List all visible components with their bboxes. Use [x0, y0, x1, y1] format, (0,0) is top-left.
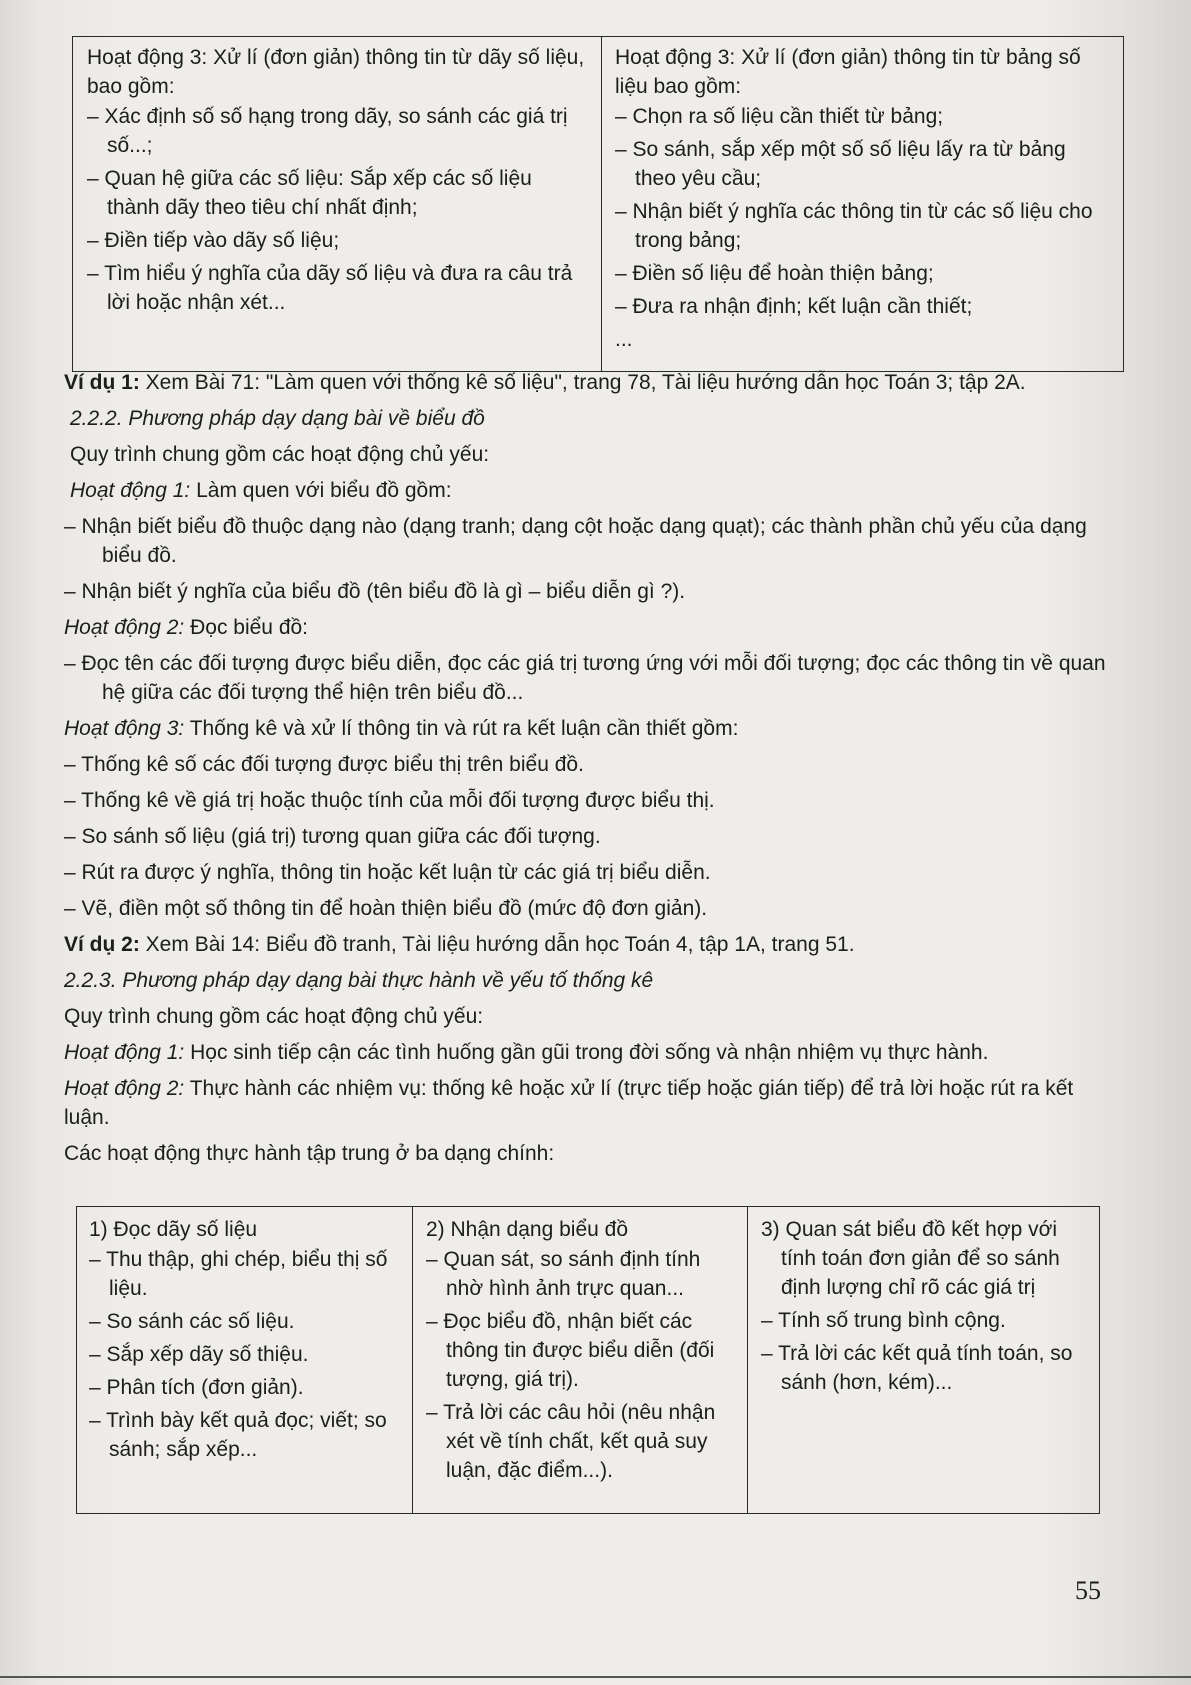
col-3-heading: 3) Quan sát biểu đồ kết hợp với tính toán đơn giản để so sánh định lượng chỉ rõ các giá trị — [761, 1218, 1060, 1299]
section-223-intro: Quy trình chung gồm các hoạt động chủ yếu: — [64, 1005, 484, 1028]
bullet-item: – Đọc tên các đối tượng được biểu diễn, đọc các giá trị tương ứng với mỗi đối tượng; đọc các thông tin về quan hệ giữa các đối tượng thể hiện trên biểu đồ... — [64, 652, 1106, 704]
activity-text: Thống kê và xử lí thông tin và rút ra kết luận cần thiết gồm: — [184, 717, 739, 740]
bullet-item: – Thống kê số các đối tượng được biểu thị trên biểu đồ. — [64, 753, 584, 776]
top-left-item: – Tìm hiểu ý nghĩa của dãy số liệu và đưa ra câu trả lời hoặc nhận xét... — [87, 262, 573, 314]
top-table-left-cell — [73, 37, 601, 371]
section-223-activity-1 — [64, 1038, 1124, 1067]
section-222-activity-1 — [64, 476, 1124, 505]
col-3-item: – Tính số trung bình cộng. — [761, 1309, 1006, 1332]
col-1-item: – So sánh các số liệu. — [89, 1310, 295, 1333]
top-right-item: – So sánh, sắp xếp một số số liệu lấy ra từ bảng theo yêu cầu; — [615, 138, 1066, 190]
col-2-item: – Trả lời các câu hỏi (nêu nhận xét về tính chất, kết quả suy luận, đặc điểm...). — [426, 1401, 716, 1482]
section-223-title: 2.2.3. Phương pháp dạy dạng bài thực hành về yếu tố thống kê — [64, 969, 654, 992]
col-2-item: – Đọc biểu đồ, nhận biết các thông tin được biểu diễn (đối tượng, giá trị). — [426, 1310, 715, 1391]
scan-edge-line — [0, 1676, 1191, 1678]
bullet-item: – Nhận biết ý nghĩa của biểu đồ (tên biểu đồ là gì – biểu diễn gì ?). — [64, 580, 686, 603]
top-right-heading: Hoạt động 3: Xử lí (đơn giản) thông tin từ bảng số liệu bao gồm: — [615, 46, 1081, 98]
activity-text: Học sinh tiếp cận các tình huống gần gũi trong đời sống và nhận nhiệm vụ thực hành. — [184, 1041, 989, 1064]
example-1-label: Ví dụ 1: — [64, 371, 140, 394]
top-left-heading: Hoạt động 3: Xử lí (đơn giản) thông tin từ dãy số liệu, bao gồm: — [87, 46, 585, 98]
top-table — [72, 36, 1124, 372]
section-223-outro: Các hoạt động thực hành tập trung ở ba dạng chính: — [64, 1142, 555, 1165]
section-222-activity-3 — [64, 714, 1124, 743]
col-1-item: – Phân tích (đơn giản). — [89, 1376, 304, 1399]
section-223-activity-2 — [64, 1074, 1124, 1132]
activity-label: Hoạt động 1: — [70, 479, 191, 502]
section-222-intro: Quy trình chung gồm các hoạt động chủ yếu: — [70, 443, 490, 466]
page-number: 55 — [1075, 1576, 1101, 1605]
section-222-activity-2 — [64, 613, 1124, 642]
bullet-item: – Thống kê về giá trị hoặc thuộc tính của mỗi đối tượng được biểu thị. — [64, 789, 715, 812]
bottom-table-col-2 — [414, 1207, 747, 1513]
activity-text: Làm quen với biểu đồ gồm: — [190, 479, 452, 502]
bottom-table-divider-1 — [412, 1207, 413, 1513]
activity-text: Đọc biểu đồ: — [184, 616, 309, 639]
col-2-heading: 2) Nhận dạng biểu đồ — [426, 1218, 628, 1241]
col-2-item: – Quan sát, so sánh định tính nhờ hình ảnh trực quan... — [426, 1248, 701, 1300]
bottom-table-col-1 — [77, 1207, 412, 1513]
bullet-item: – So sánh số liệu (giá trị) tương quan giữa các đối tượng. — [64, 825, 601, 848]
top-table-divider — [601, 37, 602, 371]
bottom-table — [76, 1206, 1100, 1514]
top-right-item: – Chọn ra số liệu cần thiết từ bảng; — [615, 105, 944, 128]
section-222-title: 2.2.2. Phương pháp dạy dạng bài về biểu đồ — [70, 407, 485, 430]
activity-label: Hoạt động 2: — [64, 1077, 185, 1100]
bottom-table-col-3 — [749, 1207, 1099, 1513]
top-right-item: – Điền số liệu để hoàn thiện bảng; — [615, 262, 934, 285]
bullet-item: – Nhận biết biểu đồ thuộc dạng nào (dạng tranh; dạng cột hoặc dạng quạt); các thành phần chủ yếu của dạng biểu đồ. — [64, 515, 1087, 567]
body-text — [64, 368, 1124, 1175]
top-right-item: ... — [615, 328, 633, 351]
top-left-item: – Quan hệ giữa các số liệu: Sắp xếp các số liệu thành dãy theo tiêu chí nhất định; — [87, 167, 532, 219]
col-1-heading: 1) Đọc dãy số liệu — [89, 1218, 258, 1241]
activity-label: Hoạt động 1: — [64, 1041, 185, 1064]
top-left-item: – Điền tiếp vào dãy số liệu; — [87, 229, 340, 252]
col-1-item: – Trình bày kết quả đọc; viết; so sánh; sắp xếp... — [89, 1409, 387, 1461]
top-right-item: – Đưa ra nhận định; kết luận cần thiết; — [615, 295, 973, 318]
bullet-item: – Rút ra được ý nghĩa, thông tin hoặc kết luận từ các giá trị biểu diễn. — [64, 861, 711, 884]
top-right-item: – Nhận biết ý nghĩa các thông tin từ các số liệu cho trong bảng; — [615, 200, 1093, 252]
top-table-right-cell — [603, 37, 1123, 371]
bottom-table-divider-2 — [747, 1207, 748, 1513]
example-1-text: Xem Bài 71: "Làm quen với thống kê số liệu", trang 78, Tài liệu hướng dẫn học Toán 3; tập 2A. — [139, 371, 1026, 394]
example-1 — [64, 368, 1124, 397]
col-3-item: – Trả lời các kết quả tính toán, so sánh (hơn, kém)... — [761, 1342, 1073, 1394]
col-1-item: – Thu thập, ghi chép, biểu thị số liệu. — [89, 1248, 388, 1300]
top-left-item: – Xác định số số hạng trong dãy, so sánh các giá trị số...; — [87, 105, 568, 157]
activity-text: Thực hành các nhiệm vụ: thống kê hoặc xử lí (trực tiếp hoặc gián tiếp) để trả lời hoặc rút ra kết luận. — [64, 1077, 1074, 1129]
bullet-item: – Vẽ, điền một số thông tin để hoàn thiện biểu đồ (mức độ đơn giản). — [64, 897, 708, 920]
activity-label: Hoạt động 3: — [64, 717, 185, 740]
example-2-label: Ví dụ 2: — [64, 933, 140, 956]
activity-label: Hoạt động 2: — [64, 616, 185, 639]
example-2-text: Xem Bài 14: Biểu đồ tranh, Tài liệu hướng dẫn học Toán 4, tập 1A, trang 51. — [139, 933, 855, 956]
example-2 — [64, 930, 1124, 959]
col-1-item: – Sắp xếp dãy số thiệu. — [89, 1343, 309, 1366]
